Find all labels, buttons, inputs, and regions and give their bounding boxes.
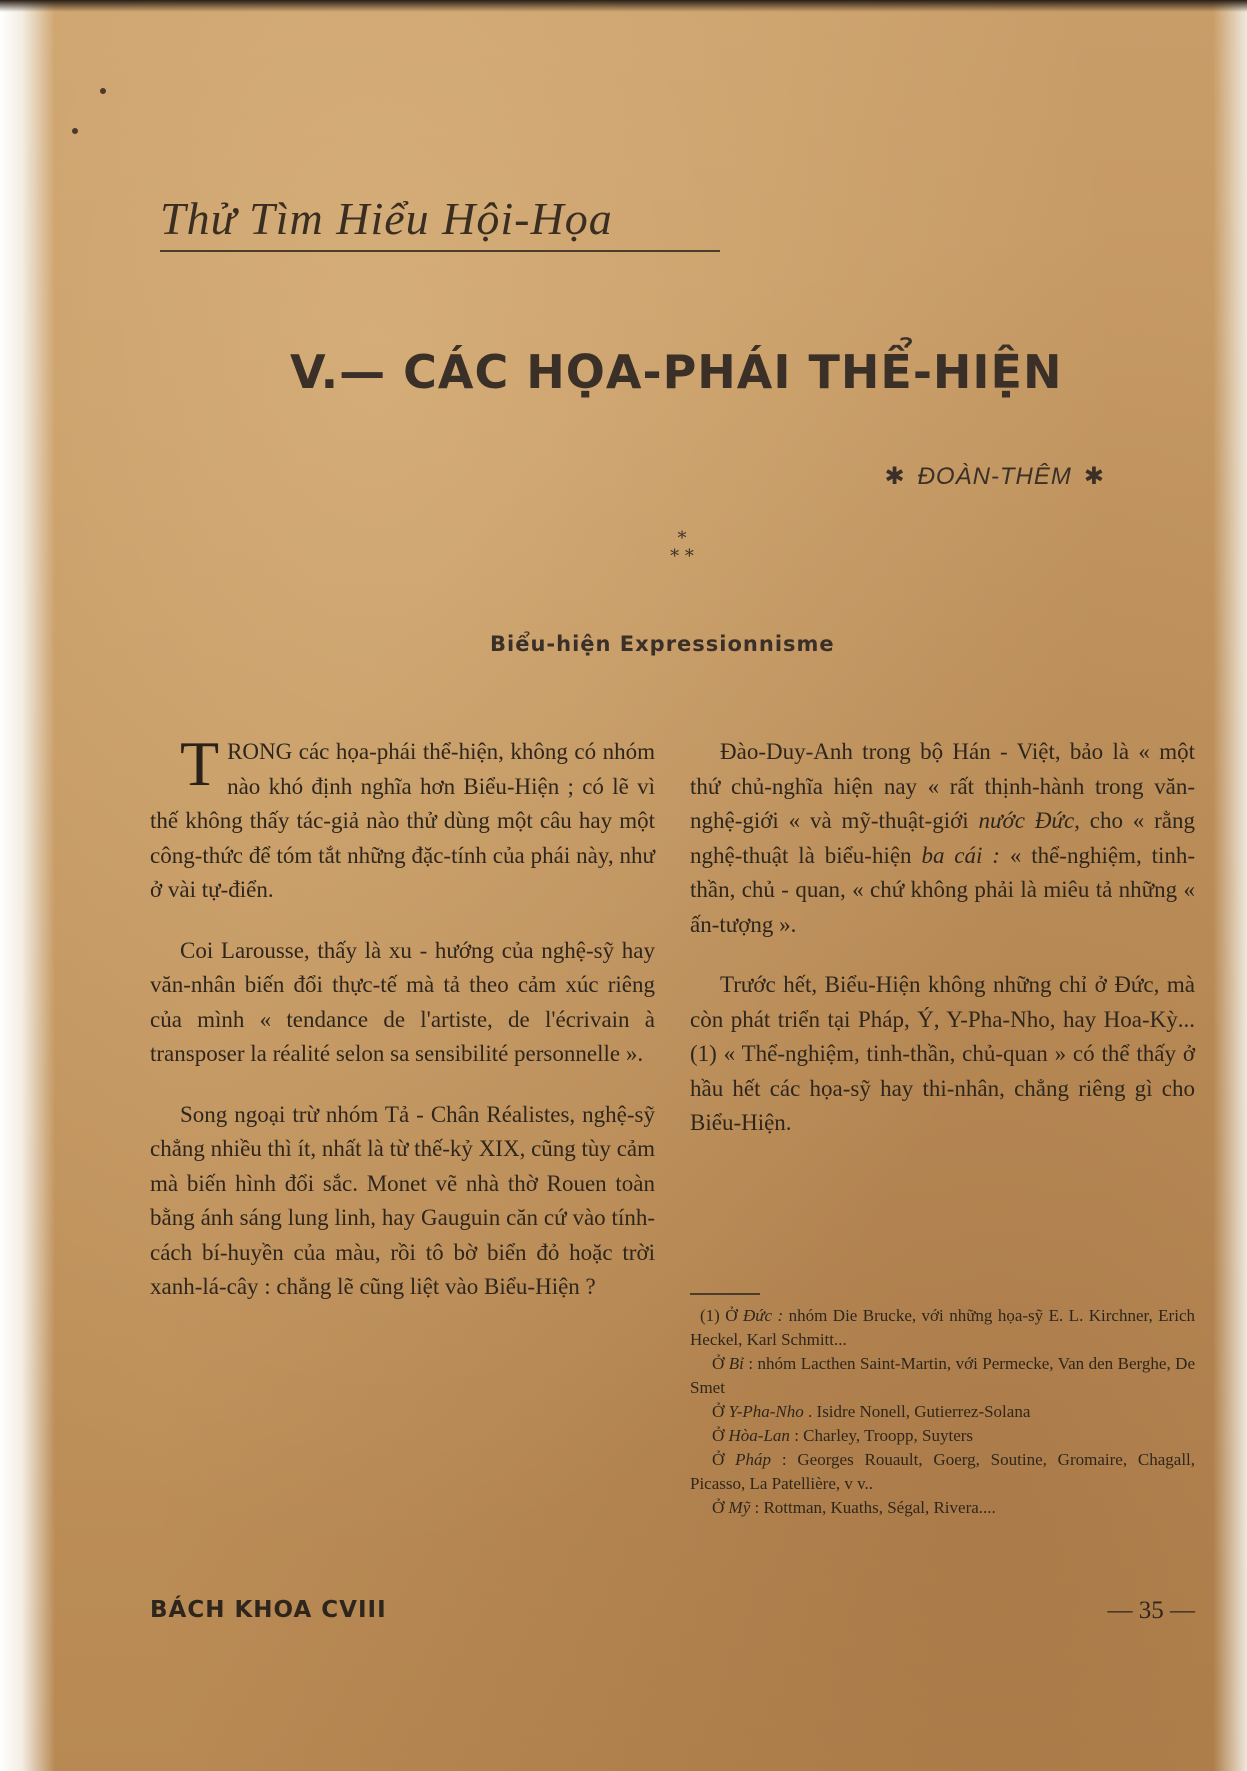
footnotes [690,1304,1195,1520]
paragraph: Song ngoại trừ nhóm Tả - Chân Réalistes, nghệ-sỹ chẳng nhiều thì ít, nhất là từ thế-kỷ XIX, cũng tùy cảm mà biến hình đổi sắc. Monet vẽ nhà thờ Rouen toàn bằng ánh sáng lung linh, hay Gauguin căn cứ vào tính-cách bí-huyền của màu, rồi tô bờ biển đỏ hoặc trời xanh-lá-cây : chẳng lẽ cũng liệt vào Biểu-Hiện ? [150,1101,655,1299]
paragraph-text: « thể-nghiệm, tinh-thần, chủ - quan, « chứ không phải là miêu tả những « ấn-tượng ». [690,842,1196,937]
author-name: ĐOÀN-THÊM [917,463,1072,490]
footnote-item [690,1496,1195,1520]
footnote-item [690,1400,1195,1424]
footnote-item [690,1424,1195,1448]
footnote-text: : Georges Rouault, Goerg, Soutine, Gromaire, Chagall, Picasso, La Patellière, v v.. [690,1450,1196,1493]
footnote-rule [690,1293,760,1295]
footnote-text: : nhóm Lacthen Saint-Martin, với Permecke, Van den Berghe, De Smet [690,1354,1195,1397]
footnote-prefix: Ở [712,1354,725,1373]
left-column [150,728,655,1331]
paragraph-text: Đào-Duy-Anh trong bộ Hán - Việt, bảo là « một thứ chủ-nghĩa hiện nay « rất thịnh-hành trong văn-nghệ-giới « và mỹ-thuật-giới [690,739,1195,833]
footnote-country: Mỹ [728,1498,751,1517]
star-ornament-icon: ✱ [884,463,906,490]
footnote-text: : Charley, Troopp, Suyters [794,1426,974,1445]
footnote-country: Pháp [735,1450,771,1469]
paper-speck [100,88,106,94]
footnote-prefix: Ở [712,1402,725,1421]
paragraph [690,735,1195,942]
emphasis-text: nước Đức, [978,808,1080,833]
paragraph [150,728,655,908]
series-title-underline [160,250,720,252]
paragraph-text: RONG các họa-phái thể-hiện, không có nhóm nào khó định nghĩa hơn Biểu-Hiện ; có lẽ vì thế không thấy tác-giả nào thử dùng một câu hay một công-thức để tóm tắt những đặc-tính của phái này, như ở vài tự-điển. [150,739,655,902]
footnote-item [690,1352,1195,1400]
series-title: Thử Tìm Hiểu Hội-Họa [160,193,613,244]
emphasis-text: ba cái : [921,842,1000,868]
footnote-country: Đức : [742,1306,784,1325]
paper-edge-left [0,0,55,1771]
magazine-footer: BÁCH KHOA CVIII [150,1597,387,1623]
footnote-item [690,1304,1195,1352]
footnote-country: Hòa-Lan [728,1426,790,1445]
asterism-top: * [677,528,687,549]
section-heading: Biểu-hiện Expressionnisme [490,632,835,656]
star-ornament-icon: ✱ [1083,463,1105,490]
footnote-prefix: Ở [712,1450,725,1469]
footnote-item [690,1448,1195,1496]
footnote-country: Y-Pha-Nho [728,1402,804,1421]
paper-edge-top [0,0,1247,12]
author-byline [872,462,1117,491]
paragraph: Trước hết, Biểu-Hiện không những chỉ ở Đức, mà còn phát triển tại Pháp, Ý, Y-Pha-Nho, hay Hoa-Kỳ... (1) « Thể-nghiệm, tinh-thần, chủ-quan » có thể thấy ở hầu hết các họa-sỹ hay thi-nhân, chẳng riêng gì cho Biểu-Hiện. [690,972,1195,1135]
footnote-prefix: Ở [712,1498,725,1517]
drop-cap: T [180,728,220,799]
paragraph: Coi Larousse, thấy là xu - hướng của nghệ-sỹ hay văn-nhân biến đổi thực-tế mà tả theo cảm xúc riêng của mình « tendance de l'artiste, de l'écrivain à transposer la réalité selon sa sensibilité personnelle ». [150,937,655,1066]
paper-edge-right [1213,0,1247,1771]
asterism-separator [662,530,702,566]
footnote-text: nhóm Die Brucke, với những họa-sỹ E. L. Kirchner, Erich Heckel, Karl Schmitt... [690,1306,1195,1349]
footnote-prefix: (1) Ở [700,1306,738,1325]
footnote-country: Bỉ [728,1354,744,1373]
page-number: — 35 — [1107,1597,1195,1624]
asterism-bottom: * * [670,546,694,567]
paragraph-text: cho « rằng nghệ-thuật là biểu-hiện [690,808,1195,868]
chapter-title: V.— CÁC HỌA-PHÁI THỂ-HIỆN [290,345,1063,399]
right-column [690,735,1195,1167]
paper-speck [72,128,78,134]
footnote-prefix: Ở [712,1426,725,1445]
footnote-text: . Isidre Nonell, Gutierrez-Solana [808,1402,1031,1421]
footnote-text: : Rottman, Kuaths, Ségal, Rivera.... [754,1498,996,1517]
